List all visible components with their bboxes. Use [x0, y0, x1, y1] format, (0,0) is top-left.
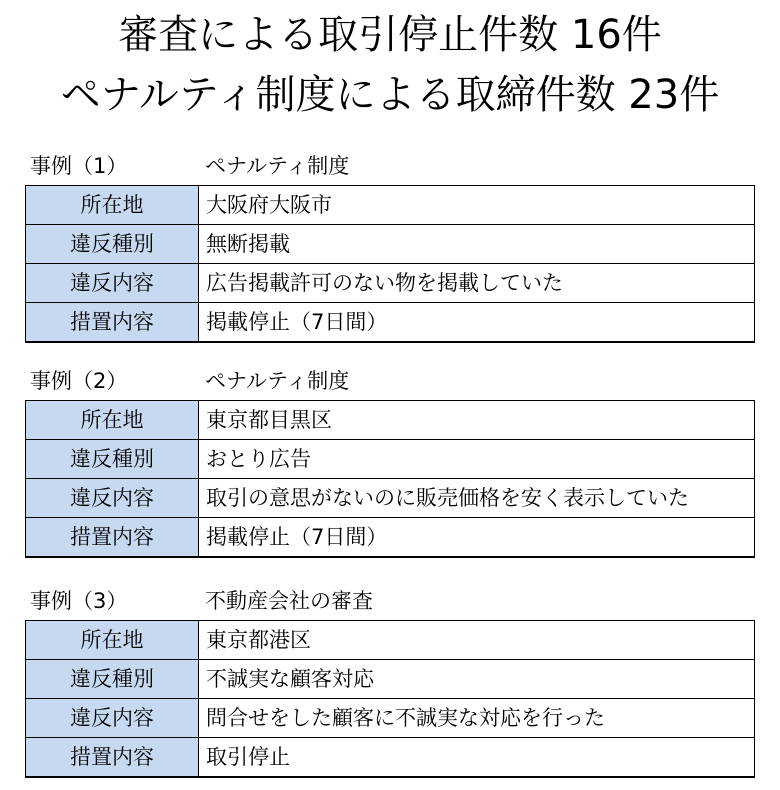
case-label: 事例（3） — [30, 589, 128, 613]
case-header — [25, 580, 755, 620]
table-row — [26, 401, 755, 440]
field-value-cell: おとり広告 — [199, 440, 755, 479]
field-label-cell: 違反種別 — [26, 225, 199, 264]
table-row — [26, 518, 755, 558]
field-value-cell: 問合せをした顧客に不誠実な対応を行った — [199, 699, 755, 738]
field-label-cell: 所在地 — [26, 621, 199, 660]
field-label-cell: 措置内容 — [26, 518, 199, 558]
title-line-penalty-count: ペナルティ制度による取締件数 23件 — [60, 72, 720, 118]
field-value-cell: 東京都港区 — [199, 621, 755, 660]
table-row — [26, 186, 755, 225]
case-table — [25, 185, 755, 343]
field-value-cell: 無断掲載 — [199, 225, 755, 264]
case-category: ペナルティ制度 — [205, 154, 350, 178]
field-label-cell: 所在地 — [26, 186, 199, 225]
case-label: 事例（2） — [30, 369, 128, 393]
case-2 — [25, 360, 755, 558]
case-header — [25, 145, 755, 185]
field-value-cell: 掲載停止（7日間） — [199, 303, 755, 343]
case-3 — [25, 580, 755, 778]
title-line-suspension-count: 審査による取引停止件数 16件 — [118, 12, 662, 58]
field-label-cell: 違反内容 — [26, 479, 199, 518]
table-row — [26, 699, 755, 738]
table-row — [26, 440, 755, 479]
case-category: 不動産会社の審査 — [205, 589, 373, 613]
field-value-cell: 取引の意思がないのに販売価格を安く表示していた — [199, 479, 755, 518]
table-row — [26, 264, 755, 303]
field-label-cell: 措置内容 — [26, 303, 199, 343]
field-label-cell: 違反内容 — [26, 699, 199, 738]
table-row — [26, 225, 755, 264]
field-value-cell: 東京都目黒区 — [199, 401, 755, 440]
field-label-cell: 違反種別 — [26, 440, 199, 479]
field-value-cell: 広告掲載許可のない物を掲載していた — [199, 264, 755, 303]
field-value-cell: 不誠実な顧客対応 — [199, 660, 755, 699]
field-value-cell: 取引停止 — [199, 738, 755, 778]
table-row — [26, 303, 755, 343]
field-label-cell: 違反種別 — [26, 660, 199, 699]
case-label: 事例（1） — [30, 154, 128, 178]
case-table — [25, 620, 755, 778]
case-category: ペナルティ制度 — [205, 369, 350, 393]
table-row — [26, 738, 755, 778]
page-title — [0, 0, 780, 125]
case-1 — [25, 145, 755, 343]
table-row — [26, 479, 755, 518]
table-row — [26, 660, 755, 699]
case-table — [25, 400, 755, 558]
field-label-cell: 措置内容 — [26, 738, 199, 778]
field-value-cell: 掲載停止（7日間） — [199, 518, 755, 558]
case-header — [25, 360, 755, 400]
field-label-cell: 違反内容 — [26, 264, 199, 303]
field-value-cell: 大阪府大阪市 — [199, 186, 755, 225]
field-label-cell: 所在地 — [26, 401, 199, 440]
table-row — [26, 621, 755, 660]
